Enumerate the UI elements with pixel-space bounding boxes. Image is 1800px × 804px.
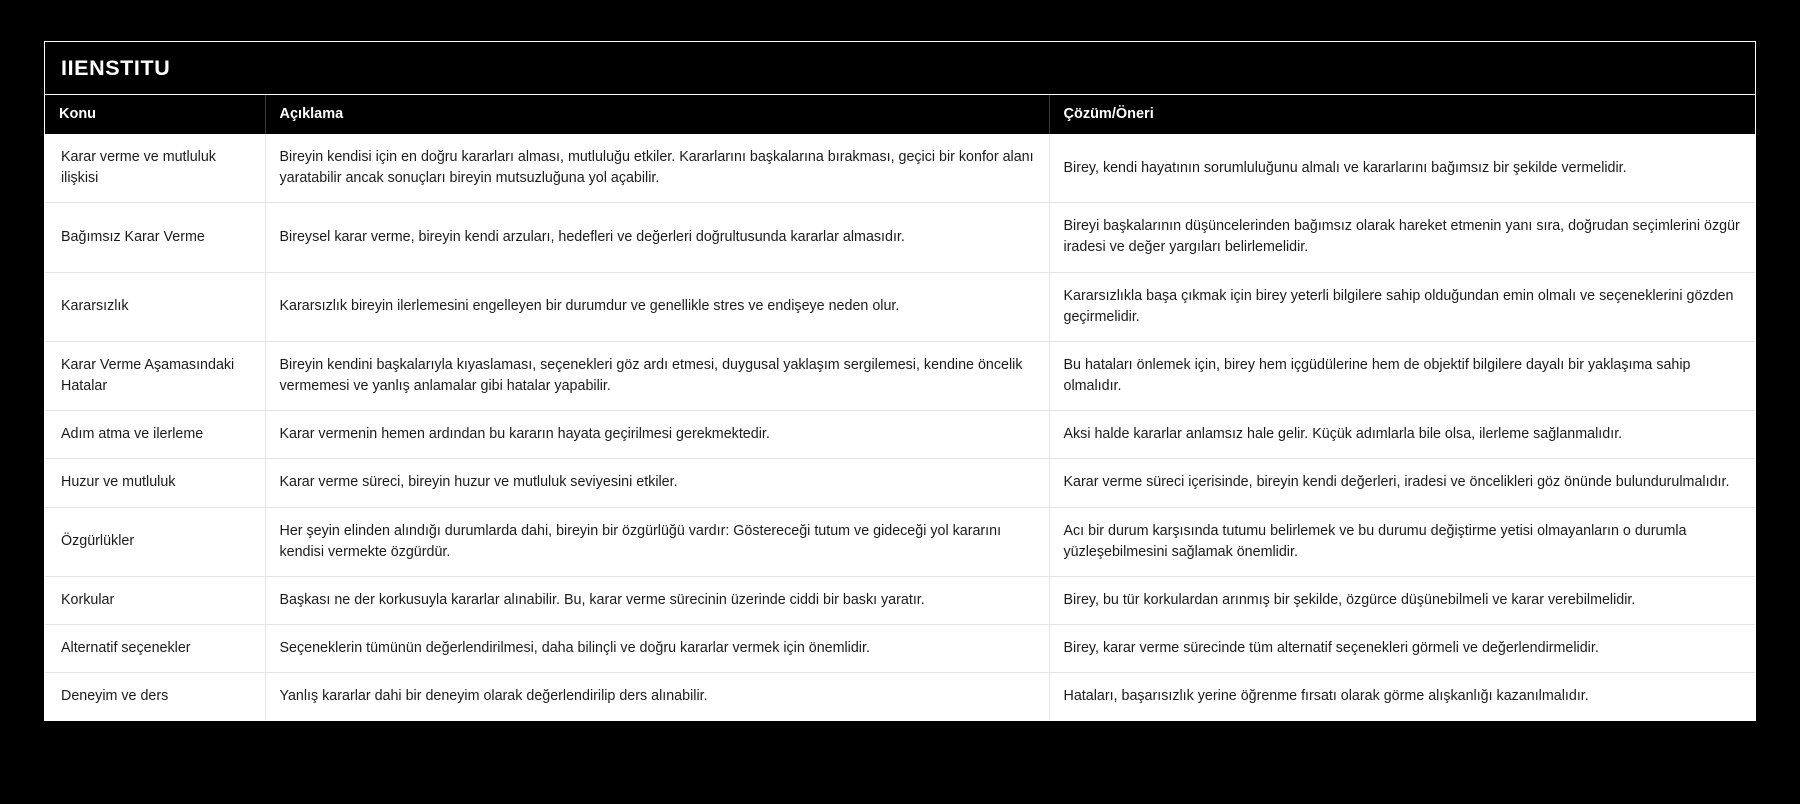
- cell-konu: Özgürlükler: [45, 507, 265, 576]
- cell-konu: Korkular: [45, 576, 265, 624]
- cell-cozum: Acı bir durum karşısında tutumu belirlemek ve bu durumu değiştirme yetisi olmayanların o durumla yüzleşebilmesini sağlamak önemlidir.: [1049, 507, 1755, 576]
- cell-konu: Alternatif seçenekler: [45, 625, 265, 673]
- column-header-konu: Konu: [45, 95, 265, 134]
- cell-aciklama: Her şeyin elinden alındığı durumlarda dahi, bireyin bir özgürlüğü vardır: Göstereceği tutum ve gideceği yol kararını kendisi vermekte özgürdür.: [265, 507, 1049, 576]
- cell-cozum: Bireyi başkalarının düşüncelerinden bağımsız olarak hareket etmenin yanı sıra, doğrudan seçimlerini özgür iradesi ve değer yargıları belirlemelidir.: [1049, 203, 1755, 272]
- cell-cozum: Kararsızlıkla başa çıkmak için birey yeterli bilgilere sahip olduğundan emin olmalı ve seçeneklerini gözden geçirmelidir.: [1049, 272, 1755, 341]
- table-row: [45, 341, 1755, 410]
- table-row: [45, 272, 1755, 341]
- brand-header: [45, 42, 1755, 95]
- table-row: [45, 459, 1755, 507]
- cell-aciklama: Yanlış kararlar dahi bir deneyim olarak değerlendirilip ders alınabilir.: [265, 673, 1049, 721]
- table-row: [45, 673, 1755, 721]
- cell-aciklama: Karar vermenin hemen ardından bu kararın hayata geçirilmesi gerekmektedir.: [265, 411, 1049, 459]
- content-table: [45, 95, 1755, 720]
- cell-cozum: Aksi halde kararlar anlamsız hale gelir. Küçük adımlarla bile olsa, ilerleme sağlanmalıdır.: [1049, 411, 1755, 459]
- cell-aciklama: Kararsızlık bireyin ilerlemesini engelleyen bir durumdur ve genellikle stres ve endişeye neden olur.: [265, 272, 1049, 341]
- table-row: [45, 507, 1755, 576]
- table-row: [45, 134, 1755, 203]
- table-container: [44, 41, 1756, 721]
- cell-cozum: Bu hataları önlemek için, birey hem içgüdülerine hem de objektif bilgilere dayalı bir yaklaşıma sahip olmalıdır.: [1049, 341, 1755, 410]
- cell-aciklama: Bireyin kendisi için en doğru kararları alması, mutluluğu etkiler. Kararlarını başkalarına bırakması, geçici bir konfor alanı yaratabilir ancak sonuçları bireyin mutsuzluğuna yol açabilir.: [265, 134, 1049, 203]
- brand-title: IIENSTITU: [61, 55, 171, 80]
- cell-cozum: Birey, bu tür korkulardan arınmış bir şekilde, özgürce düşünebilmeli ve karar verebilmelidir.: [1049, 576, 1755, 624]
- cell-aciklama: Bireysel karar verme, bireyin kendi arzuları, hedefleri ve değerleri doğrultusunda kararlar almasıdır.: [265, 203, 1049, 272]
- cell-konu: Adım atma ve ilerleme: [45, 411, 265, 459]
- cell-konu: Huzur ve mutluluk: [45, 459, 265, 507]
- cell-aciklama: Seçeneklerin tümünün değerlendirilmesi, daha bilinçli ve doğru kararlar vermek için önemlidir.: [265, 625, 1049, 673]
- cell-konu: Kararsızlık: [45, 272, 265, 341]
- table-header-row: [45, 95, 1755, 134]
- cell-cozum: Karar verme süreci içerisinde, bireyin kendi değerleri, iradesi ve öncelikleri göz önünde bulundurulmalıdır.: [1049, 459, 1755, 507]
- cell-cozum: Birey, kendi hayatının sorumluluğunu almalı ve kararlarını bağımsız bir şekilde vermelidir.: [1049, 134, 1755, 203]
- cell-konu: Bağımsız Karar Verme: [45, 203, 265, 272]
- table-row: [45, 203, 1755, 272]
- table-row: [45, 625, 1755, 673]
- cell-cozum: Birey, karar verme sürecinde tüm alternatif seçenekleri görmeli ve değerlendirmelidir.: [1049, 625, 1755, 673]
- cell-aciklama: Karar verme süreci, bireyin huzur ve mutluluk seviyesini etkiler.: [265, 459, 1049, 507]
- table-row: [45, 576, 1755, 624]
- column-header-aciklama: Açıklama: [265, 95, 1049, 134]
- cell-aciklama: Başkası ne der korkusuyla kararlar alınabilir. Bu, karar verme sürecinin üzerinde ciddi bir baskı yaratır.: [265, 576, 1049, 624]
- cell-aciklama: Bireyin kendini başkalarıyla kıyaslaması, seçenekleri göz ardı etmesi, duygusal yaklaşım sergilemesi, kendine öncelik vermemesi ve yanlış anlamalar gibi hatalar yapabilir.: [265, 341, 1049, 410]
- cell-konu: Karar verme ve mutluluk ilişkisi: [45, 134, 265, 203]
- table-header: [45, 95, 1755, 134]
- cell-cozum: Hataları, başarısızlık yerine öğrenme fırsatı olarak görme alışkanlığı kazanılmalıdır.: [1049, 673, 1755, 721]
- cell-konu: Karar Verme Aşamasındaki Hatalar: [45, 341, 265, 410]
- table-row: [45, 411, 1755, 459]
- cell-konu: Deneyim ve ders: [45, 673, 265, 721]
- column-header-cozum: Çözüm/Öneri: [1049, 95, 1755, 134]
- table-body: [45, 134, 1755, 720]
